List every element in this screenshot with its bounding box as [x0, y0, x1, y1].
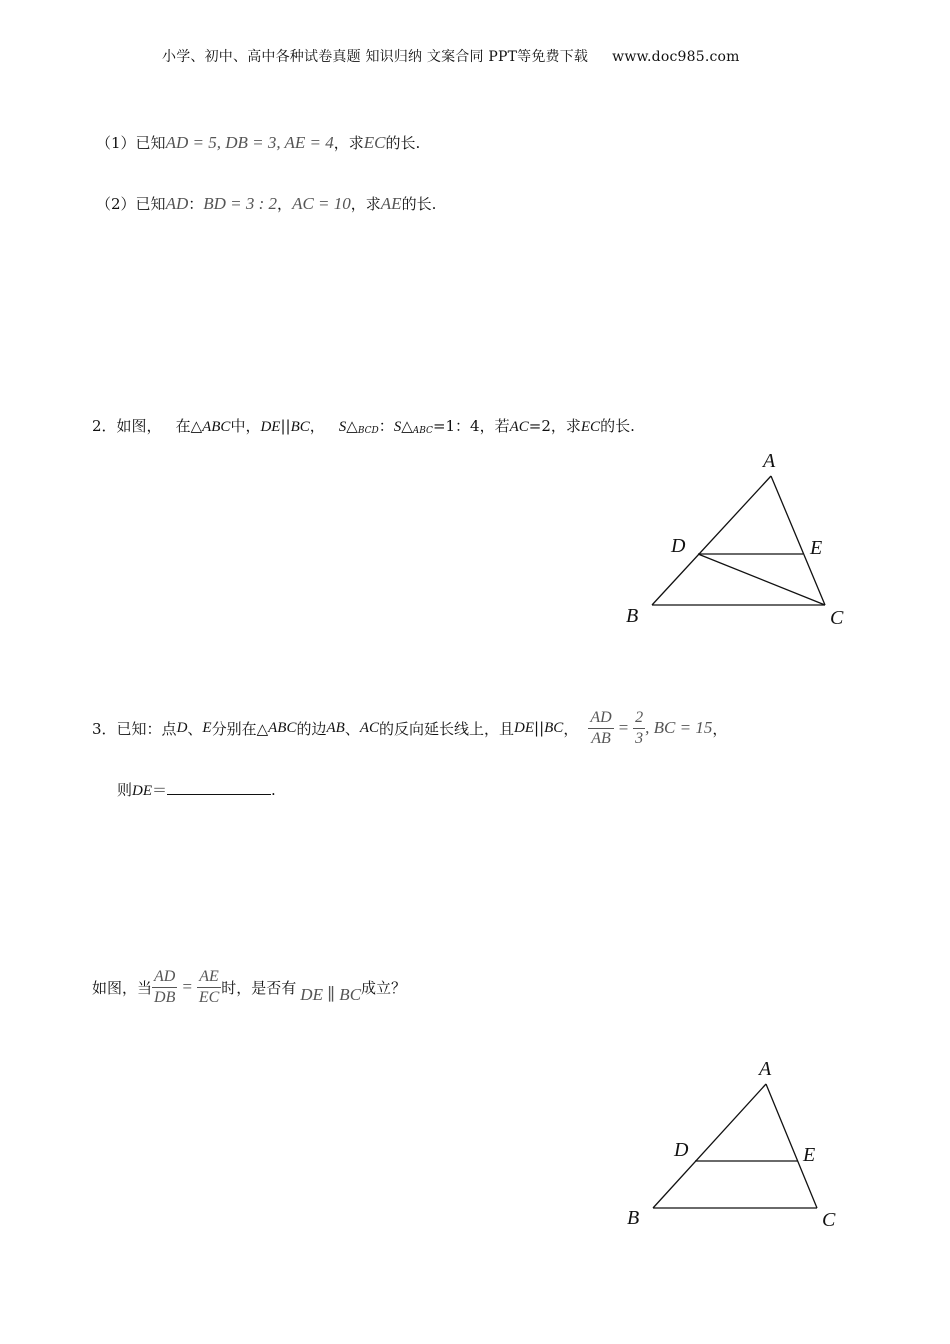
- numerator: AE: [197, 967, 221, 988]
- numerator: 2: [633, 708, 645, 729]
- text: 在△: [175, 417, 203, 435]
- triangle-symbol: △: [401, 417, 413, 435]
- label-a: A: [763, 450, 776, 472]
- denominator: 3: [635, 729, 644, 747]
- numerator: AD: [588, 708, 613, 729]
- math-var: D: [176, 719, 188, 736]
- equals-sign: =: [617, 718, 630, 737]
- text: 、: [187, 719, 203, 738]
- text: ：: [378, 417, 394, 435]
- segment-ab: [652, 476, 771, 605]
- part-number: （1）: [96, 134, 136, 152]
- math-expression: DE ∥ BC: [300, 985, 362, 1004]
- text: 已知: [135, 134, 166, 152]
- triangle-symbol: △: [346, 417, 358, 435]
- text: 中，: [230, 417, 261, 435]
- figure-1-triangle: [620, 445, 860, 635]
- math-expression: AD = 5, DB = 3, AE = 4: [165, 133, 334, 152]
- equals-sign: =: [181, 977, 193, 996]
- label-c: C: [830, 607, 844, 629]
- math-expression: AE: [380, 194, 402, 213]
- question-1-part-1: [96, 132, 420, 153]
- text: 分别在△: [211, 719, 269, 738]
- denominator: EC: [198, 988, 220, 1006]
- parallel-symbol: ||: [280, 417, 291, 435]
- question-number: 3．: [92, 719, 117, 738]
- text: 的长.: [600, 417, 635, 435]
- text: ，: [563, 719, 579, 738]
- question-3: [92, 706, 727, 750]
- text: ，求: [333, 134, 364, 152]
- math-var: DE: [514, 719, 535, 736]
- answer-blank[interactable]: [167, 780, 271, 795]
- header-site-link[interactable]: www.doc985.com: [612, 49, 740, 65]
- text: ，: [277, 195, 293, 213]
- label-d: D: [674, 1139, 689, 1161]
- subscript: BCD: [357, 426, 379, 436]
- label-a: A: [759, 1058, 772, 1080]
- math-var: DE: [260, 419, 281, 435]
- math-expression: AC = 10: [292, 194, 351, 213]
- parallel-symbol: ||: [534, 719, 545, 737]
- question-4: [92, 962, 406, 1012]
- denominator: AB: [591, 729, 611, 747]
- label-c: C: [822, 1209, 836, 1231]
- text: ：: [188, 195, 204, 213]
- text: 如图，: [116, 417, 162, 435]
- text: 则: [117, 781, 133, 799]
- math-var: ABC: [202, 419, 231, 435]
- header-text: 小学、初中、高中各种试卷真题 知识归纳 文案合同 PPT等免费下载: [162, 49, 589, 65]
- question-number: 2．: [92, 417, 117, 435]
- math-expression: BD = 3 : 2: [203, 194, 278, 213]
- subscript: ABC: [412, 426, 433, 436]
- text: ，: [309, 417, 325, 435]
- segment-dc: [698, 554, 825, 605]
- text: =2，求: [528, 417, 581, 435]
- fraction-ad-db: [152, 967, 177, 1008]
- question-3-answer-line: [117, 779, 276, 800]
- text: 、: [344, 719, 360, 738]
- math-var: EC: [580, 419, 601, 435]
- label-e: E: [803, 1144, 816, 1166]
- text: 如图，当: [92, 978, 153, 997]
- label-b: B: [627, 1207, 640, 1229]
- text: 已知: [135, 195, 166, 213]
- figure-2-triangle: [620, 1050, 860, 1240]
- text: 已知：点: [116, 719, 177, 738]
- text: 的反向延长线上，且: [379, 719, 515, 738]
- math-expression: , BC = 15: [645, 718, 713, 737]
- denominator: DB: [154, 988, 176, 1006]
- math-var: BC: [290, 419, 310, 435]
- math-expression: AD: [165, 194, 189, 213]
- numerator: AD: [152, 967, 177, 988]
- text: =1：4，若: [432, 417, 510, 435]
- label-b: B: [626, 605, 639, 627]
- math-var: BC: [544, 719, 564, 736]
- label-e: E: [810, 537, 823, 559]
- part-number: （2）: [96, 195, 136, 213]
- page-header: [162, 46, 740, 66]
- math-var: AC: [359, 719, 380, 736]
- math-var: DE: [132, 783, 153, 799]
- segment-ab: [653, 1084, 766, 1208]
- math-var: ABC: [268, 719, 297, 736]
- text: 时，是否有: [221, 978, 297, 997]
- math-var: E: [202, 719, 212, 736]
- text: ，求: [350, 195, 381, 213]
- fraction-ae-ec: [197, 967, 221, 1008]
- text: 的边: [296, 719, 327, 738]
- math-expression: EC: [363, 133, 386, 152]
- fraction-ad-ab: [588, 708, 613, 749]
- fraction-two-thirds: [633, 708, 645, 749]
- question-2: [92, 415, 635, 436]
- math-var: AB: [326, 719, 345, 736]
- text: 的长.: [385, 134, 421, 152]
- question-1-part-2: [96, 193, 436, 214]
- label-d: D: [671, 535, 686, 557]
- text: 的长.: [401, 195, 437, 213]
- text: 成立？: [361, 978, 407, 997]
- math-var: S: [393, 419, 402, 435]
- text: ，: [712, 719, 728, 738]
- math-var: AC: [509, 419, 529, 435]
- text: ＝: [152, 781, 168, 799]
- text: .: [271, 781, 276, 799]
- math-var: S: [338, 419, 347, 435]
